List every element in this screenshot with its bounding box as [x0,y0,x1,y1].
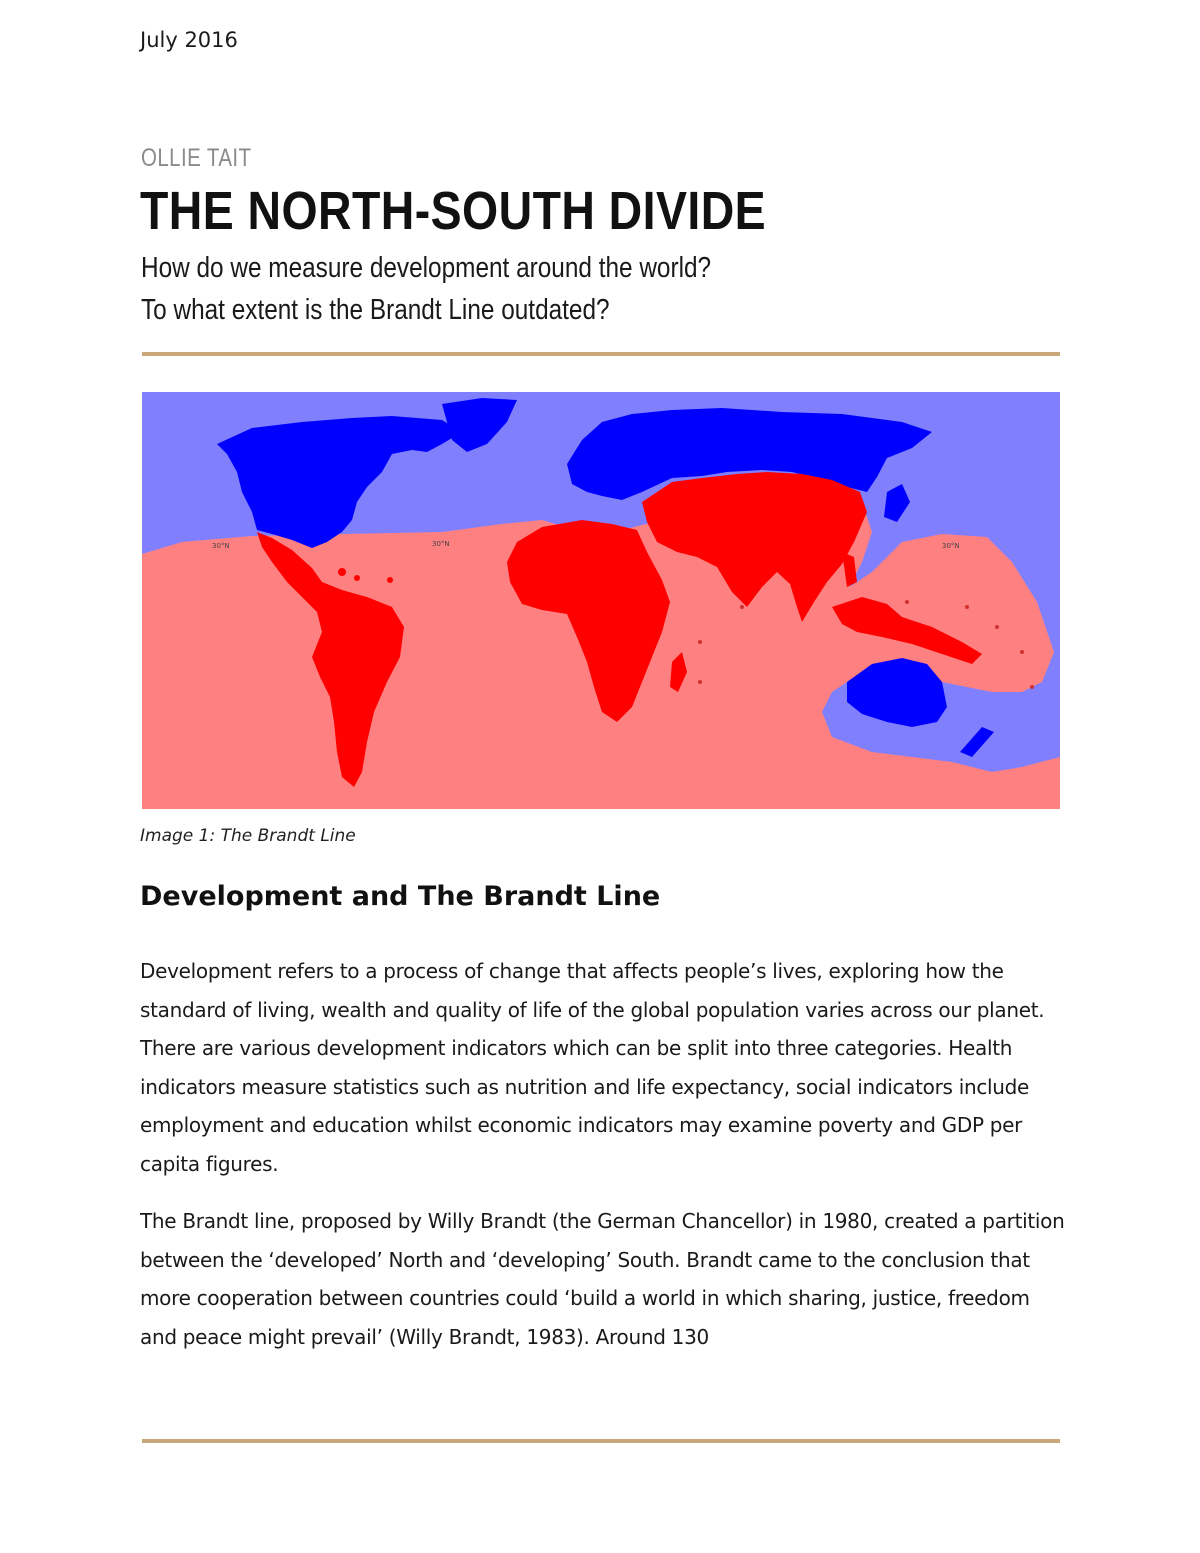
latitude-label: 30°N [942,542,960,550]
figure-caption: Image 1: The Brandt Line [140,826,356,846]
pacific-island [1030,685,1034,689]
article-subtitle-line2: To what extent is the Brandt Line outdated? [141,294,610,326]
author-name: OLLIE TAIT [141,144,252,172]
caribbean-island [354,575,360,581]
world-map-svg [142,392,1060,809]
indian-ocean-island [698,640,702,644]
pacific-island [995,625,999,629]
latitude-label: 30°N [432,540,450,548]
body-paragraph-2: The Brandt line, proposed by Willy Brandt (the German Chancellor) in 1980, created a partition between the ‘developed’ North and ‘developing’ South. Brandt came to the conclusion that more cooperation between countries could ‘build a world in which sharing, justice, freedom and peace might prevail’ (Willy Brandt, 1983). Around 130 [140,1209,1065,1349]
pacific-island [905,600,909,604]
article-subtitle-line1: How do we measure development around the world? [141,252,712,284]
caribbean-island [338,568,346,576]
document-date: July 2016 [140,28,238,52]
indian-ocean-island [740,605,744,609]
top-divider [142,352,1060,356]
indian-ocean-island [698,680,702,684]
body-paragraph-1: Development refers to a process of change that affects people’s lives, exploring how the standard of living, wealth and quality of life of the global population varies across our planet. There are various development indicators which can be split into three categories. Health indicators measure statistics such as nutrition and life expectancy, social indicators include employment and education whilst economic indicators may examine poverty and GDP per capita figures. [140,959,1045,1176]
section-heading: Development and The Brandt Line [140,881,661,912]
pacific-island [1020,650,1024,654]
pacific-island [965,605,969,609]
latitude-label: 30°N [212,542,230,550]
bottom-divider [142,1439,1060,1443]
article-title: THE NORTH-SOUTH DIVIDE [140,181,767,241]
caribbean-island [387,577,393,583]
brandt-line-map [142,392,1060,809]
